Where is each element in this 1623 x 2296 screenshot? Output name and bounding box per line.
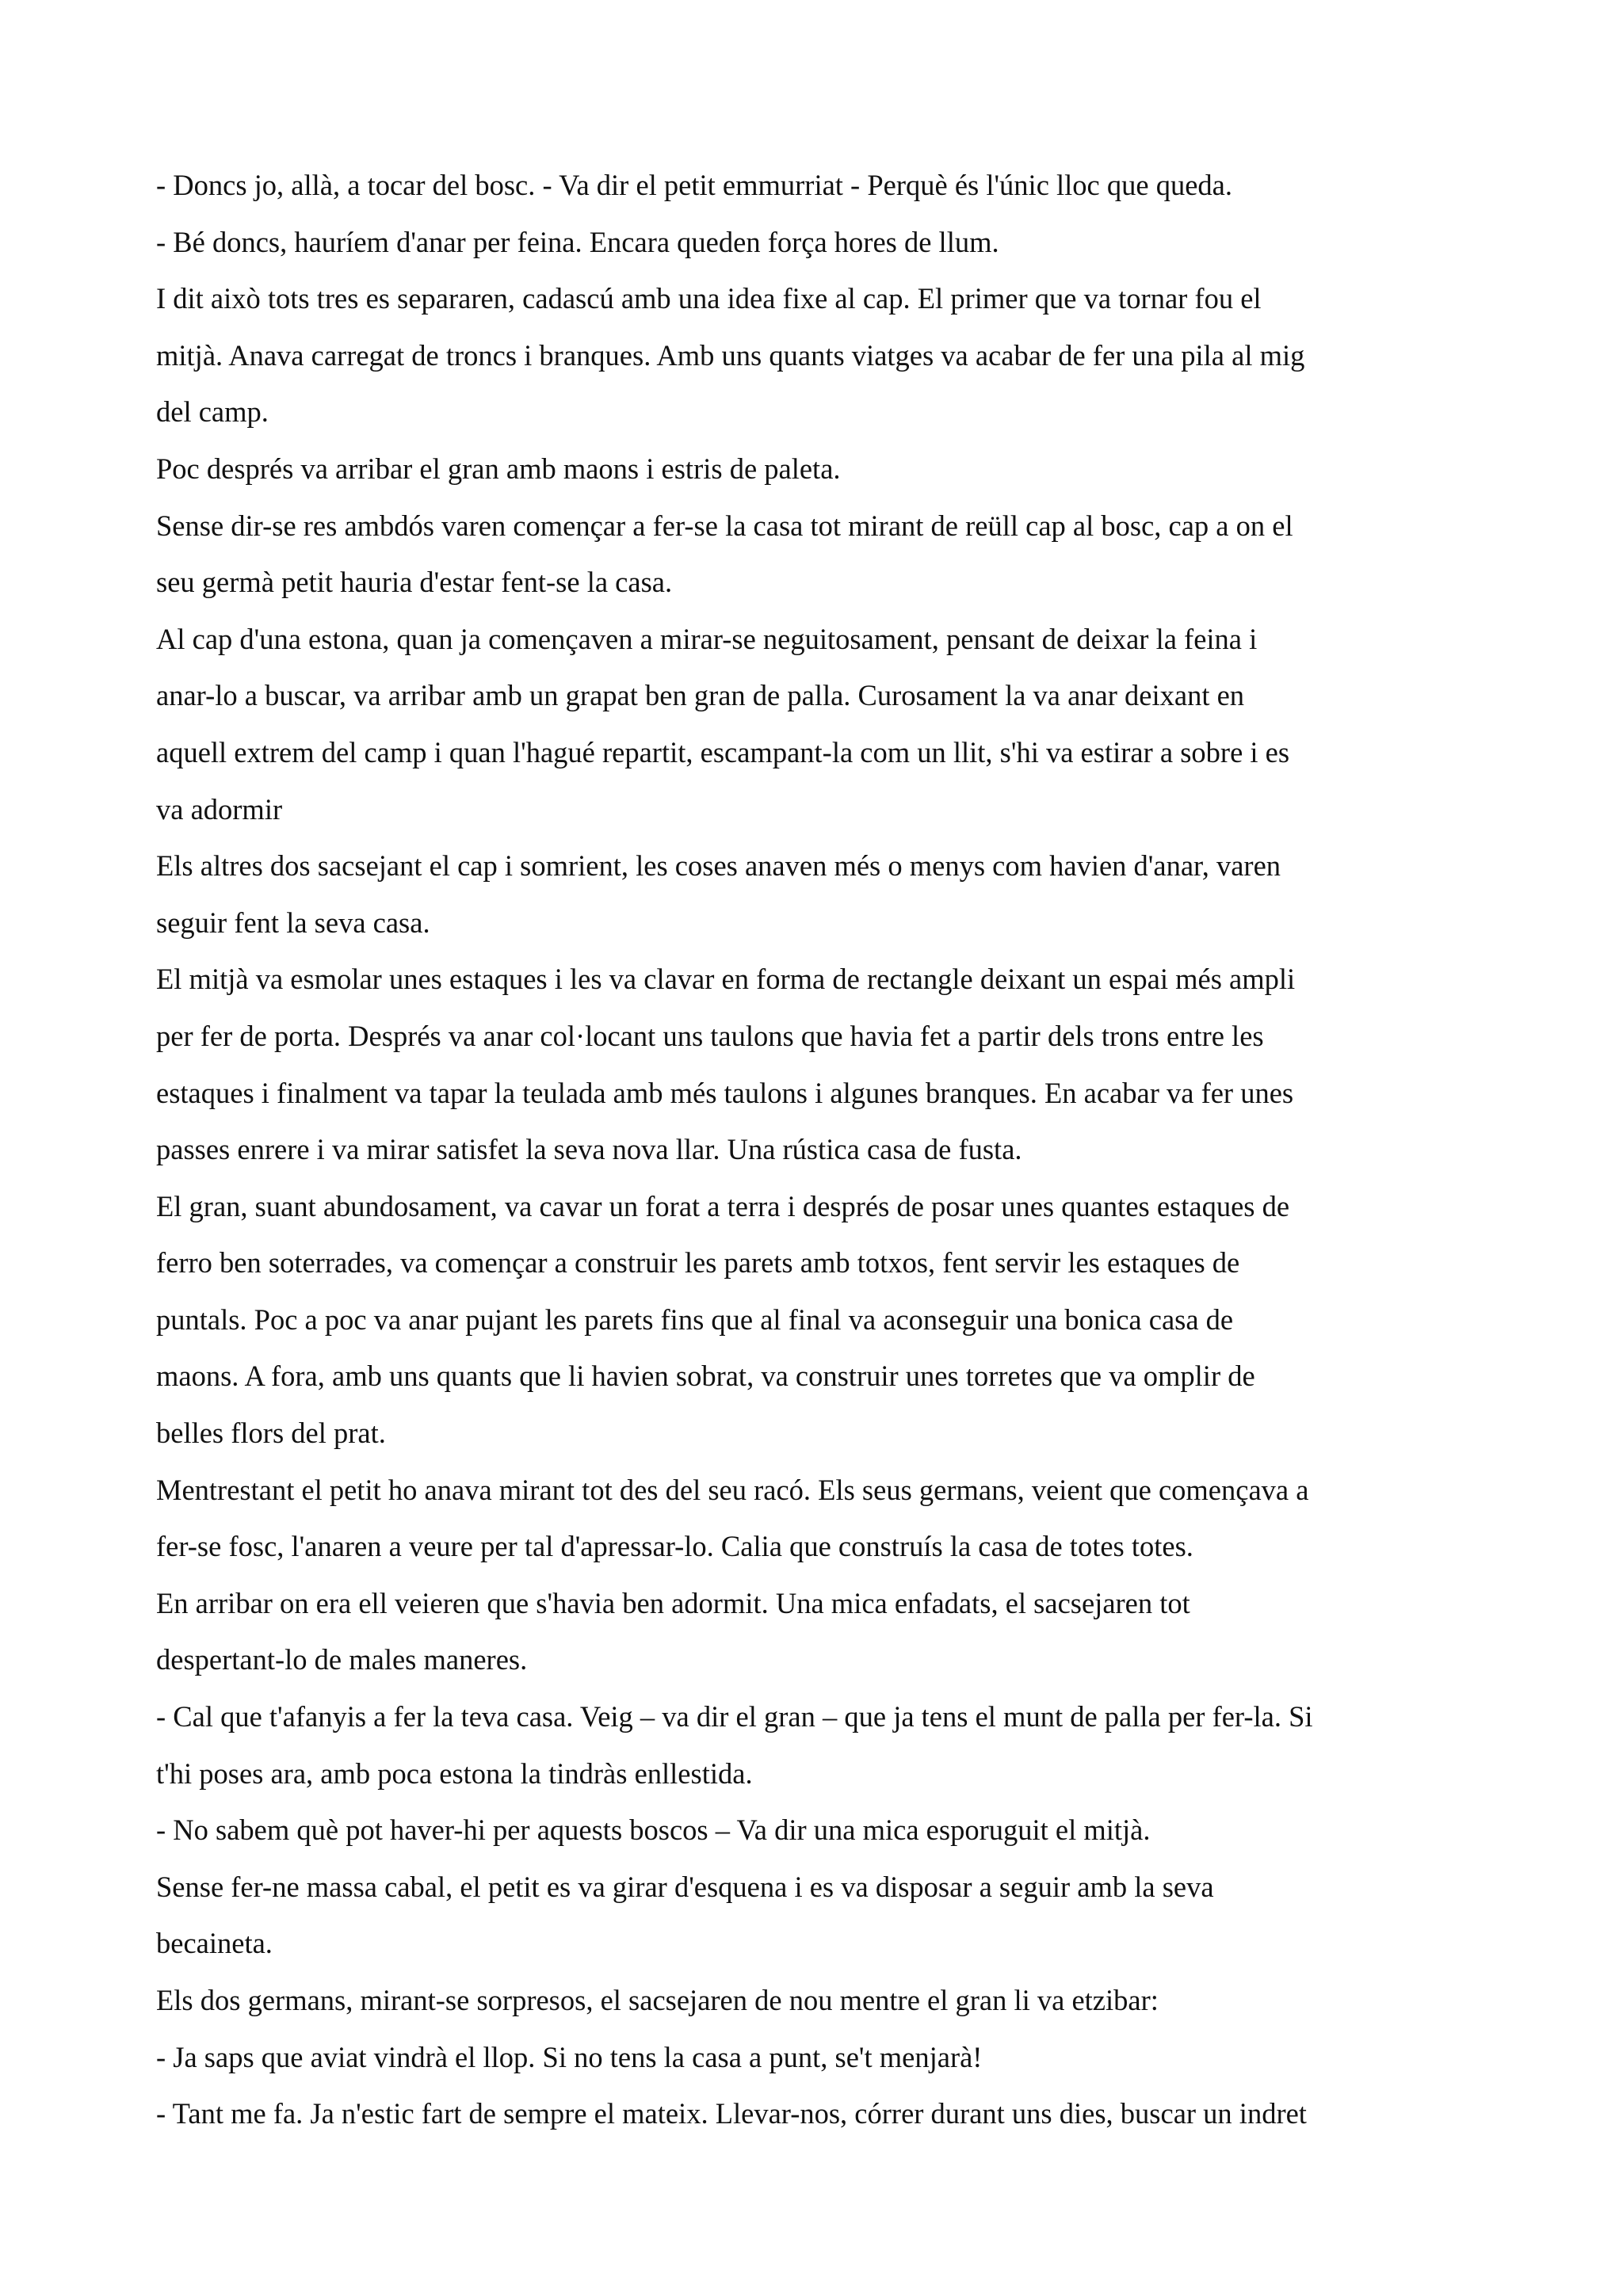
text-line: puntals. Poc a poc va anar pujant les parets fins que al final va aconseguir una bonica casa de [156, 1302, 1234, 1336]
text-line: El mitjà va esmolar unes estaques i les va clavar en forma de rectangle deixant un espai més ampli [156, 963, 1296, 996]
text-line: estaques i finalment va tapar la teulada amb més taulons i algunes branques. En acabar va fer unes [156, 1076, 1294, 1109]
text-line: - No sabem què pot haver-hi per aquests boscos – Va dir una mica esporuguit el mitjà. [156, 1814, 1151, 1847]
text-line: seguir fent la seva casa. [156, 906, 430, 939]
text-line: El gran, suant abundosament, va cavar un forat a terra i després de posar unes quantes estaques de [156, 1189, 1290, 1222]
text-line: passes enrere i va mirar satisfet la seva nova llar. Una rústica casa de fusta. [156, 1133, 1022, 1166]
text-line: aquell extrem del camp i quan l'hagué repartit, escampant-la com un llit, s'hi va estirar a sobre i es [156, 735, 1290, 769]
text-line: - Bé doncs, hauríem d'anar per feina. Encara queden força hores de llum. [156, 225, 999, 258]
text-line: Poc després va arribar el gran amb maons i estris de paleta. [156, 452, 841, 485]
text-line: Al cap d'una estona, quan ja començaven a mirar-se neguitosament, pensant de deixar la feina i [156, 622, 1258, 655]
text-line: va adormir [156, 792, 283, 826]
text-line: seu germà petit hauria d'estar fent-se la casa. [156, 566, 673, 599]
text-line: del camp. [156, 395, 269, 429]
text-line: ferro ben soterrades, va començar a construir les parets amb totxos, fent servir les estaques de [156, 1246, 1240, 1280]
text-line: per fer de porta. Després va anar col·locant uns taulons que havia fet a partir dels trons entre les [156, 1019, 1264, 1052]
text-line: maons. A fora, amb uns quants que li havien sobrat, va construir unes torretes que va omplir de [156, 1360, 1255, 1393]
story-text [156, 157, 1487, 2142]
text-line: - Tant me fa. Ja n'estic fart de sempre el mateix. Llevar-nos, córrer durant uns dies, buscar un indret [156, 2097, 1307, 2130]
text-line: Mentrestant el petit ho anava mirant tot des del seu racó. Els seus germans, veient que començava a [156, 1473, 1309, 1506]
text-line: - Ja saps que aviat vindrà el llop. Si no tens la casa a punt, se't menjarà! [156, 2040, 983, 2073]
text-line: mitjà. Anava carregat de troncs i branques. Amb uns quants viatges va acabar de fer una pila al mig [156, 338, 1305, 372]
text-line: Els dos germans, mirant-se sorpresos, el sacsejaren de nou mentre el gran li va etzibar: [156, 1984, 1159, 2016]
text-line: anar-lo a buscar, va arribar amb un grapat ben gran de palla. Curosament la va anar deixant en [156, 679, 1245, 712]
text-line: belles flors del prat. [156, 1417, 386, 1450]
text-line: - Cal que t'afanyis a fer la teva casa. Veig – va dir el gran – que ja tens el munt de palla per fer-la. Si [156, 1700, 1313, 1733]
text-line: - Doncs jo, allà, a tocar del bosc. - Va dir el petit emmurriat - Perquè és l'únic lloc que queda. [156, 169, 1232, 201]
text-line: Sense fer-ne massa cabal, el petit es va girar d'esquena i es va disposar a seguir amb la seva [156, 1870, 1214, 1903]
text-line: t'hi poses ara, amb poca estona la tindràs enllestida. [156, 1756, 753, 1790]
text-line: Sense dir-se res ambdós varen començar a fer-se la casa tot mirant de reüll cap al bosc, cap a on el [156, 509, 1293, 542]
text-line: Els altres dos sacsejant el cap i somrient, les coses anaven més o menys com havien d'anar, varen [156, 849, 1281, 883]
text-line: En arribar on era ell veieren que s'havia ben adormit. Una mica enfadats, el sacsejaren tot [156, 1586, 1190, 1619]
text-line: I dit això tots tres es separaren, cadascú amb una idea fixe al cap. El primer que va tornar fou el [156, 282, 1262, 315]
text-line: fer-se fosc, l'anaren a veure per tal d'apressar-lo. Calia que construís la casa de totes totes. [156, 1530, 1193, 1563]
text-line: becaineta. [156, 1927, 273, 1960]
text-line: despertant-lo de males maneres. [156, 1643, 528, 1676]
